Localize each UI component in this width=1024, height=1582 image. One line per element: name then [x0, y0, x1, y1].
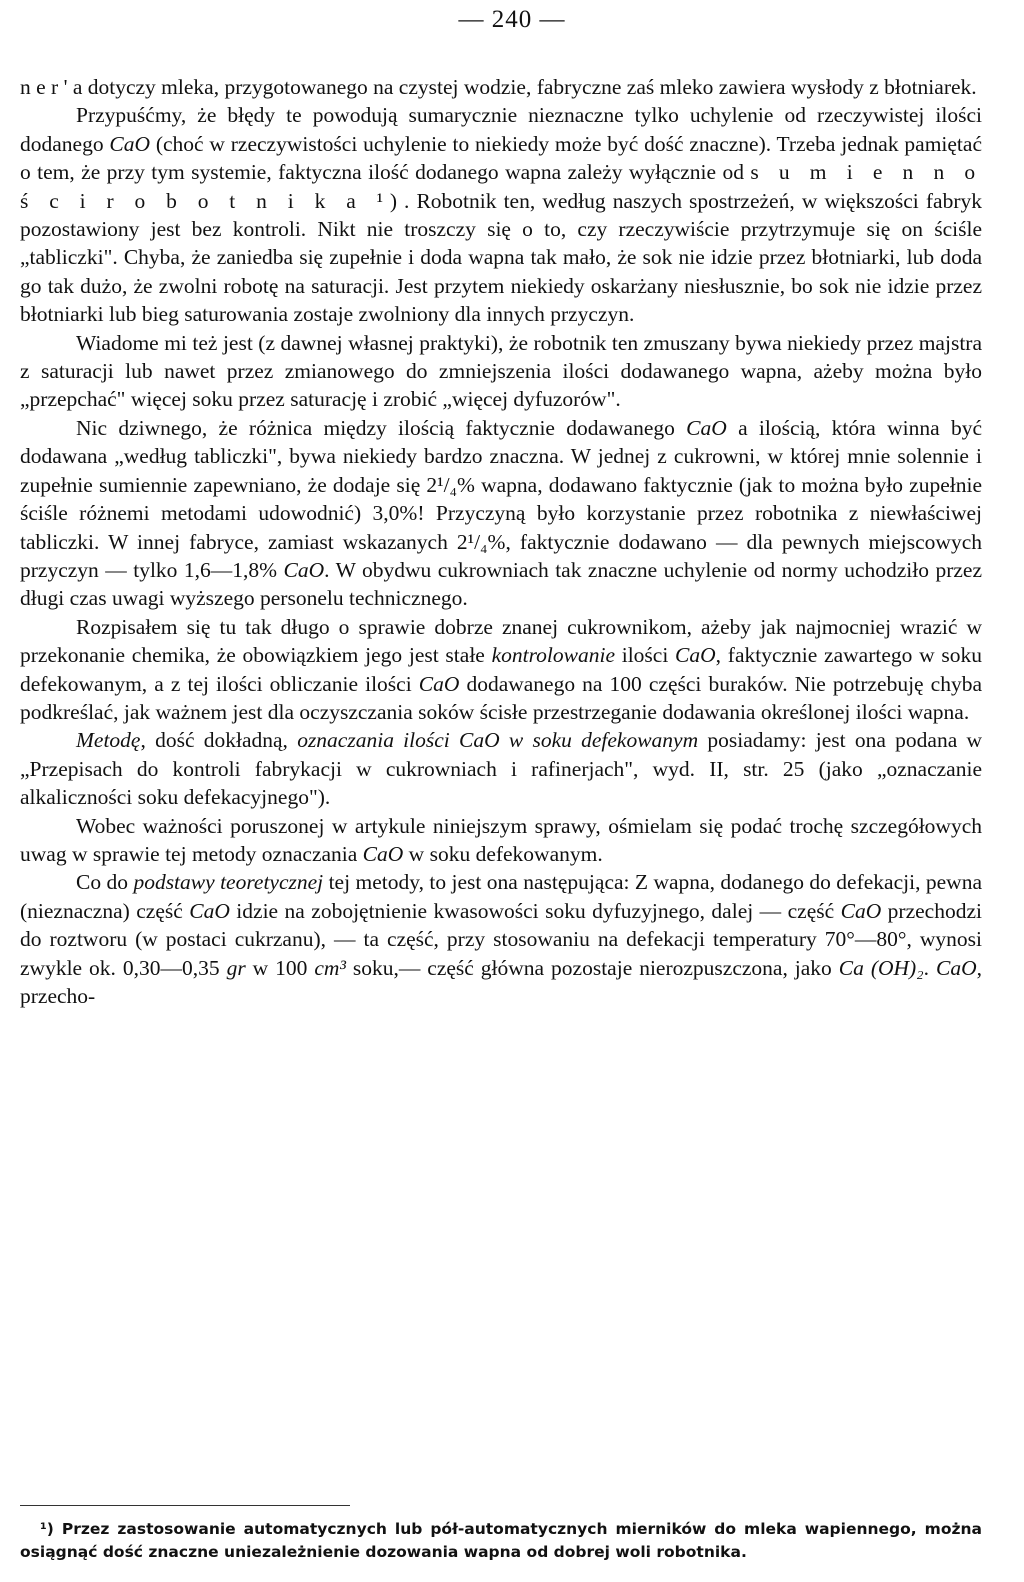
text-run: CaO [283, 557, 325, 582]
text-run: . Robotnik ten, według naszych spostrzeżeń, w większości fabryk pozostawiony jest bez kontroli. Nikt nie troszczy się o to, czy rzeczywiście przytrzymuje się on ściśle „tabliczki". Chyba, że zaniedba się zupełnie i doda wapna tak mało, że sok nie idzie przez błotniarki, lub doda go tak dużo, że zwolni robotę na saturacji. Jest przytem niekiedy oskarżany niesłusznie, bo sok nie idzie przez błotniarki lub bieg saturowania zostaje zwolniony dla innych przyczyn. [20, 188, 982, 327]
text-run: dodawanego na 100 części buraków. Nie potrzebuję chyba podkreślać, jak ważnem jest dla oczyszczania soków ścisłe przestrzeganie dodawania określonej ilości wapna. [20, 671, 982, 724]
text-run: CaO [189, 898, 230, 923]
footnote: ¹) Przez zastosowanie automatycznych lub pół-automatycznych mierników do mleka wapiennego, można osiągnąć dość znaczne uniezależnienie dozowania wapna od dobrej woli robotnika. [20, 1520, 982, 1561]
text-run: Nic dziwnego, że różnica między ilością faktycznie dodawanego [76, 415, 687, 440]
text-run: tej metody, to jest ona następująca: Z wapna, dodanego do defekacji, pewna (nieznaczna) część [20, 870, 982, 923]
paragraph [20, 329, 982, 414]
text-run: CaO [686, 415, 727, 440]
text-run: idzie na zobojętnienie kwasowości soku dyfuzyjnego, dalej — część [229, 898, 841, 923]
paragraph [20, 414, 982, 613]
footnote-rule [20, 1505, 350, 1506]
text-run: . [923, 955, 937, 980]
text-run: CaO [109, 131, 151, 156]
text-run: s u m i e n n o ś c i r o b o t n i k a ¹) [20, 160, 982, 213]
page-number: — 240 — [458, 6, 566, 33]
text-run: , przecho- [20, 955, 983, 1008]
paragraph [20, 812, 982, 869]
footnotes [20, 1518, 982, 1564]
text-run: kontrolowanie [491, 643, 615, 668]
text-run: Przypuśćmy, że błędy te powodują sumarycznie nieznaczne tylko uchylenie od rzeczywistej ilości dodanego [20, 103, 982, 156]
text-run: Wiadome mi też jest (z dawnej własnej praktyki), że robotnik ten zmuszany bywa niekiedy przez majstra z saturacji lub nawet przez zmianowego do zmniejszenia ilości dodawanego wapna, ażeby można było „przepchać" więcej soku przez saturację i zrobić „więcej dyfuzorów". [20, 330, 982, 412]
text-run: CaO [675, 643, 716, 668]
text-run: posiadamy: jest ona podana w „Przepisach do kontroli fabrykacji w cukrowniach i rafinerjach", wyd. II, str. 25 (jako „oznaczanie alkaliczności soku defekacyjnego"). [20, 728, 983, 810]
paragraph [20, 868, 982, 1010]
text-run: n e r ' a dotyczy mleka, przygotowanego na czystej wodzie, fabryczne zaś mleko zawiera wysłody z błotniarek. [20, 75, 977, 99]
text-run: Rozpisałem się tu tak długo o sprawie dobrze znanej cukrownikom, ażeby jak najmocniej wrazić w przekonanie chemika, że obowiązkiem jego jest stałe [20, 614, 982, 668]
text-run: , faktycznie zawartego w soku defekowanym, a z tej ilości obliczanie ilości [20, 643, 982, 696]
body-text [20, 73, 982, 1010]
text-run: . W obydwu cukrowniach tak znaczne uchylenie od normy uchodziło przez długi czas uwagi wyższego personelu technicznego. [20, 557, 982, 611]
text-run: gr [226, 955, 246, 980]
paragraph [20, 73, 982, 101]
text-run: Co do [76, 870, 134, 895]
text-run: ilości [615, 643, 676, 668]
text-run: Wobec ważności poruszonej w artykule niniejszym sprawy, ośmielam się podać trochę szczegółowych uwag w sprawie tej metody oznaczania [20, 813, 982, 866]
text-run: soku,— część główna pozostaje nierozpuszczona, jako [345, 955, 839, 980]
text-run: CaO [840, 898, 882, 923]
text-run: przechodzi do roztworu (w postaci cukrzanu), — ta część, przy stosowaniu na defekacji temperatury 70°—80°, wynosi zwykle ok. 0,30—0,35 [20, 898, 982, 980]
text-run: (choć w rzeczywistości uchylenie to niekiedy może być dość znaczne). Trzeba jednak pamiętać o tem, że przy tym systemie, faktyczna ilość dodanego wapna zależy wyłącznie od [20, 131, 982, 185]
paragraph [20, 613, 982, 727]
text-run: Ca (OH)₂ [838, 955, 924, 980]
text-run: CaO [418, 671, 460, 696]
text-run: podstawy teoretycznej [133, 870, 324, 895]
paragraph [20, 726, 982, 811]
text-run: CaO [936, 955, 977, 980]
text-run: , dość dokładną, [140, 728, 298, 753]
text-run: Metodę [76, 728, 141, 753]
text-run: cm³ [314, 955, 346, 980]
text-run: a ilością, która winna być dodawana „według tabliczki", bywa niekiedy bardzo znaczna. W jednej z cukrowni, w której mnie solennie i zupełnie sumiennie zapewniano, że dodaje się 2¹/₄% wapna, dodawano faktycznie (jak to można było zupełnie ściśle różnemi metodami udowodnić) 3,0%! Przyczyną było korzystanie przez robotnika z niewłaściwej tabliczki. W innej fabryce, zamiast wskazanych 2¹/₄%, faktycznie dodawano — dla pewnych miejscowych przyczyn — tylko 1,6—1,8% [20, 415, 982, 582]
text-run: CaO [362, 841, 404, 866]
text-run: w soku defekowanym. [403, 841, 603, 866]
text-run: w 100 [245, 955, 315, 980]
paragraph [20, 101, 982, 328]
text-run: oznaczania ilości CaO w soku defekowanym [297, 728, 699, 753]
